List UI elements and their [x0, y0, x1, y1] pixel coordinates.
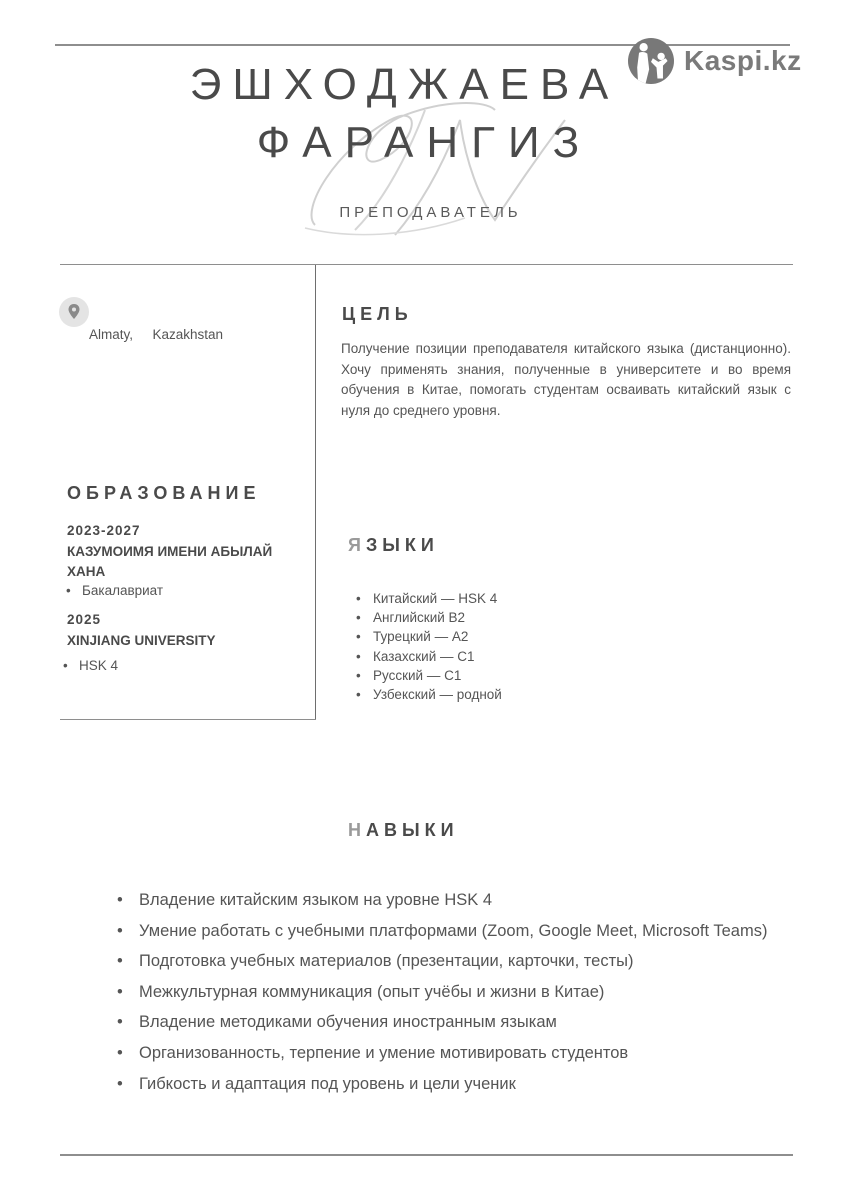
- skill-item: • Владение методиками обучения иностранным языкам: [139, 1007, 767, 1038]
- language-item: • Английский B2: [373, 608, 502, 627]
- heading-rest: АВЫКИ: [366, 820, 459, 840]
- languages-heading: [348, 535, 439, 556]
- heading-first-letter: О: [67, 483, 87, 503]
- language-item: • Узбекский — родной: [373, 685, 502, 704]
- education-years: 2023-2027: [67, 523, 141, 538]
- column-divider: [315, 265, 316, 720]
- heading-rest: ЗЫКИ: [365, 535, 439, 555]
- skill-item: • Подготовка учебных материалов (презентации, карточки, тесты): [139, 946, 767, 977]
- language-item: • Казахский — C1: [373, 647, 502, 666]
- heading-first-letter: Н: [348, 820, 366, 840]
- language-item: • Турецкий — A2: [373, 627, 502, 646]
- given-name: ФАРАНГИЗ: [256, 118, 593, 167]
- education-years: 2025: [67, 612, 102, 627]
- location-text: Almaty, Kazakhstan: [89, 327, 224, 342]
- surname: ЭШХОДЖАЕВА: [189, 60, 620, 109]
- map-pin-icon: [59, 297, 89, 327]
- education-detail: • HSK 4: [79, 658, 118, 673]
- skill-item: • Гибкость и адаптация под уровень и цели ученик: [139, 1069, 767, 1100]
- education-school: XINJIANG UNIVERSITY: [67, 633, 216, 648]
- heading-rest: ЕЛЬ: [360, 304, 413, 324]
- left-column-bottom-divider: [60, 719, 316, 720]
- skill-item: • Умение работать с учебными платформами (Zoom, Google Meet, Microsoft Teams): [139, 916, 767, 947]
- heading-rest: БРАЗОВАНИЕ: [86, 483, 261, 503]
- education-school: КАЗУМОИМЯ ИМЕНИ АБЫЛАЙ ХАНА: [67, 544, 273, 579]
- objective-heading: [342, 304, 413, 325]
- header-divider: [60, 264, 793, 265]
- kaspi-logo-text: Kaspi.kz: [684, 45, 802, 76]
- languages-list: [373, 589, 502, 704]
- language-item: • Русский — C1: [373, 666, 502, 685]
- bottom-divider: [60, 1154, 793, 1156]
- heading-first-letter: Ц: [342, 304, 361, 324]
- heading-first-letter: Я: [348, 535, 366, 555]
- language-item: • Китайский — HSK 4: [373, 589, 502, 608]
- education-detail: • Бакалавриат: [82, 583, 163, 598]
- location-badge: [59, 297, 89, 327]
- job-title: ПРЕПОДАВАТЕЛЬ: [339, 204, 522, 221]
- objective-text: Получение позиции преподавателя китайского языка (дистанционно). Хочу применять знания, полученные в университете и во время обучения в Китае, помогать студентам осваивать китайский язык с нуля до среднего уровня.: [341, 341, 791, 418]
- skills-heading: [348, 820, 459, 841]
- skills-list: [139, 885, 767, 1099]
- skill-item: • Владение китайским языком на уровне HSK 4: [139, 885, 767, 916]
- education-heading: [67, 483, 260, 504]
- skill-item: • Межкультурная коммуникация (опыт учёбы и жизни в Китае): [139, 977, 767, 1008]
- skill-item: • Организованность, терпение и умение мотивировать студентов: [139, 1038, 767, 1069]
